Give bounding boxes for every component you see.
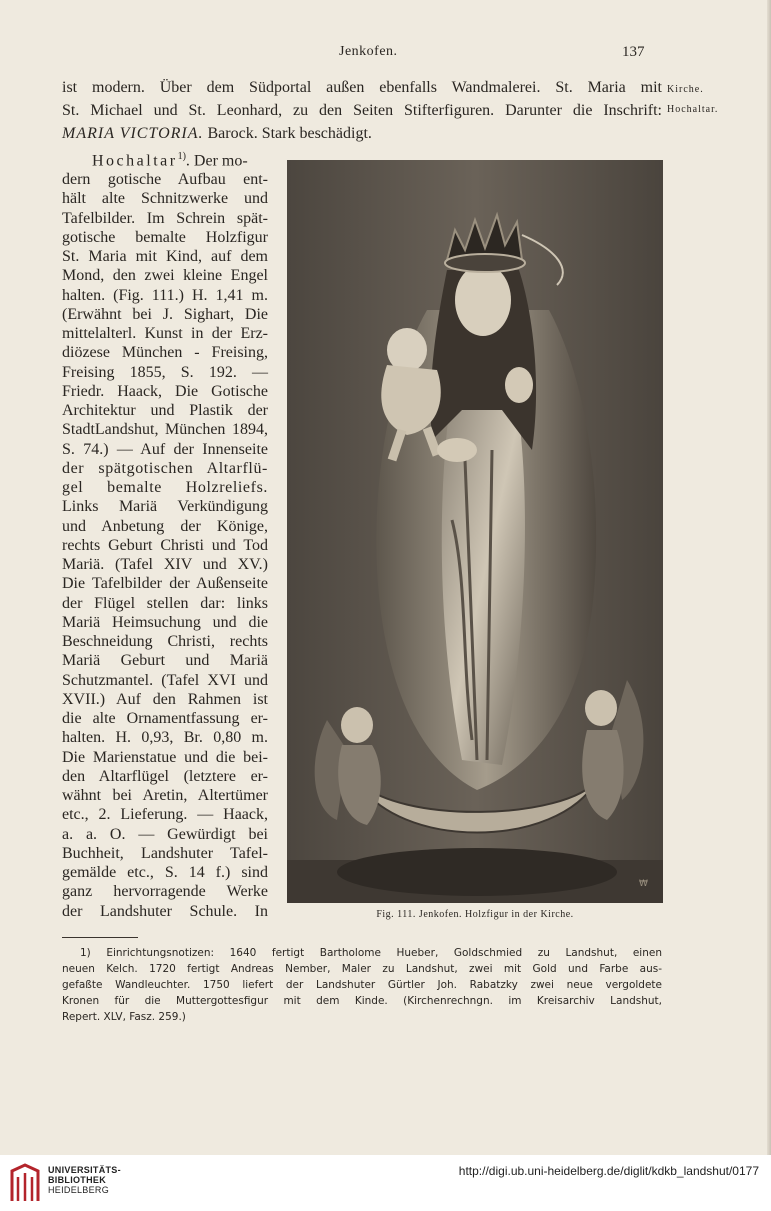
column-line: diözese München - Freising, <box>62 344 268 362</box>
column-line: etc., 2. Lieferung. — Haack, <box>62 806 268 824</box>
column-line: XVII.) Auf den Rahmen ist <box>62 690 268 708</box>
column-line: S. 74.) — Auf der Innenseite <box>62 440 268 458</box>
column-line: der Landshuter Schule. In <box>62 902 268 920</box>
footnote-line: neuen Kelch. 1720 fertigt Andreas Nember, Maler zu Landshut, zwei mit Gold und Farbe aus- <box>62 963 662 975</box>
column-line: Mond, den zwei kleine Engel <box>62 267 268 285</box>
column-line: gel bemalte Holzreliefs. <box>62 479 268 496</box>
body-line <box>62 124 662 144</box>
permalink-url[interactable]: http://digi.ub.uni-heidelberg.de/diglit/kdkb_landshut/0177 <box>458 1164 759 1178</box>
column-line: gotische bemalte Holzfigur <box>62 228 268 246</box>
column-line: Mariä Geburt und Mariä <box>62 652 268 670</box>
column-line: St. Maria mit Kind, auf dem <box>62 248 268 265</box>
column-line: der spätgotischen Altarflü- <box>62 459 268 477</box>
column-line: halten. H. 0,93, Br. 0,80 m. <box>62 729 268 747</box>
page-number: 137 <box>622 44 645 60</box>
body-line: ist modern. Über dem Südportal außen ebenfalls Wandmalerei. St. Maria mit <box>62 79 662 96</box>
column-line: der Flügel stellen dar: links <box>62 594 268 612</box>
svg-text:₩: ₩ <box>639 879 648 889</box>
column-line: und Anbetung der Könige, <box>62 517 268 535</box>
column-line: Die Marienstatue und die bei- <box>62 748 268 766</box>
footnote-mark: 1) <box>177 151 186 162</box>
column-line: die alte Ornamentfassung er- <box>62 710 268 727</box>
figure-photo <box>287 160 663 903</box>
university-library-logo-icon <box>8 1163 42 1203</box>
column-line: Schutzmantel. (Tafel XVI und <box>62 671 268 689</box>
library-line: BIBLIOTHEK <box>48 1175 106 1185</box>
column-first-line <box>62 147 268 171</box>
footnote-rule <box>62 937 138 938</box>
figure-caption: Fig. 111. Jenkofen. Holzfigur in der Kirche. <box>376 909 574 920</box>
column-line: Buchheit, Landshuter Tafel- <box>62 844 268 862</box>
library-name <box>48 1165 121 1195</box>
column-line: mittelalterl. Kunst in der Erz- <box>62 325 268 342</box>
inscription-rest: Barock. Stark beschädigt. <box>207 125 372 142</box>
column-line: Mariä Heimsuchung und die <box>62 613 268 631</box>
column-line: hält alte Schnitzwerke und <box>62 190 268 208</box>
column-line: Tafelbilder. Im Schrein spät- <box>62 209 268 227</box>
library-line: UNIVERSITÄTS- <box>48 1165 121 1175</box>
column-line: Freising 1855, S. 192. — <box>62 363 268 381</box>
column-line: Friedr. Haack, Die Gotische <box>62 382 268 400</box>
body-line: St. Michael und St. Leonhard, zu den Seiten Stifterfiguren. Darunter die Inschrift: <box>62 102 662 119</box>
page-edge <box>767 0 771 1155</box>
column-line: Mariä. (Tafel XIV und XV.) <box>62 556 268 573</box>
column-line: wähnt bei Aretin, Altertümer <box>62 787 268 804</box>
column-line: ganz hervorragende Werke <box>62 883 268 901</box>
margin-note-hochaltar: Hochaltar. <box>667 104 719 115</box>
column-line: den Altarflügel (letztere er- <box>62 767 268 785</box>
column-line: Architektur und Plastik der <box>62 402 268 419</box>
running-title: Jenkofen. <box>339 44 398 59</box>
madonna-statue-image <box>287 160 663 903</box>
column-line: Beschneidung Christi, rechts <box>62 633 268 650</box>
footnote-line: Kronen für die Muttergottesfigur mit dem Kinde. (Kirchenrechngn. im Kreisarchiv Landshut, <box>62 995 662 1007</box>
margin-note-kirche: Kirche. <box>667 84 704 95</box>
column-line: dern gotische Aufbau ent- <box>62 171 268 188</box>
column-line: rechts Geburt Christi und Tod <box>62 536 268 554</box>
hochaltar-word: Hochaltar <box>92 152 178 170</box>
column-line: a. a. O. — Gewürdigt bei <box>62 825 268 843</box>
footnote-line: gefaßte Wandleuchter. 1750 liefert der Landshuter Gürtler Joh. Rabatzky zwei neue vergoldete <box>62 979 662 991</box>
inscription: MARIA VICTORIA. <box>62 125 204 142</box>
column-line: Die Tafelbilder der Außenseite <box>62 575 268 593</box>
footnote-line: 1) Einrichtungsnotizen: 1640 fertigt Bartholome Hueber, Goldschmied zu Landshut, einen <box>80 947 662 959</box>
column-line: (Erwähnt bei J. Sighart, Die <box>62 305 268 323</box>
col-first-rest: . Der mo- <box>185 152 248 170</box>
column-line: gemälde etc., S. 14 f.) sind <box>62 864 268 881</box>
column-line: StadtLandshut, München 1894, <box>62 421 268 439</box>
library-line: HEIDELBERG <box>48 1185 110 1195</box>
column-line: halten. (Fig. 111.) H. 1,41 m. <box>62 286 268 304</box>
footnote-line: Repert. XLV, Fasz. 259.) <box>62 1011 186 1023</box>
column-line: Links Mariä Verkündigung <box>62 498 268 516</box>
